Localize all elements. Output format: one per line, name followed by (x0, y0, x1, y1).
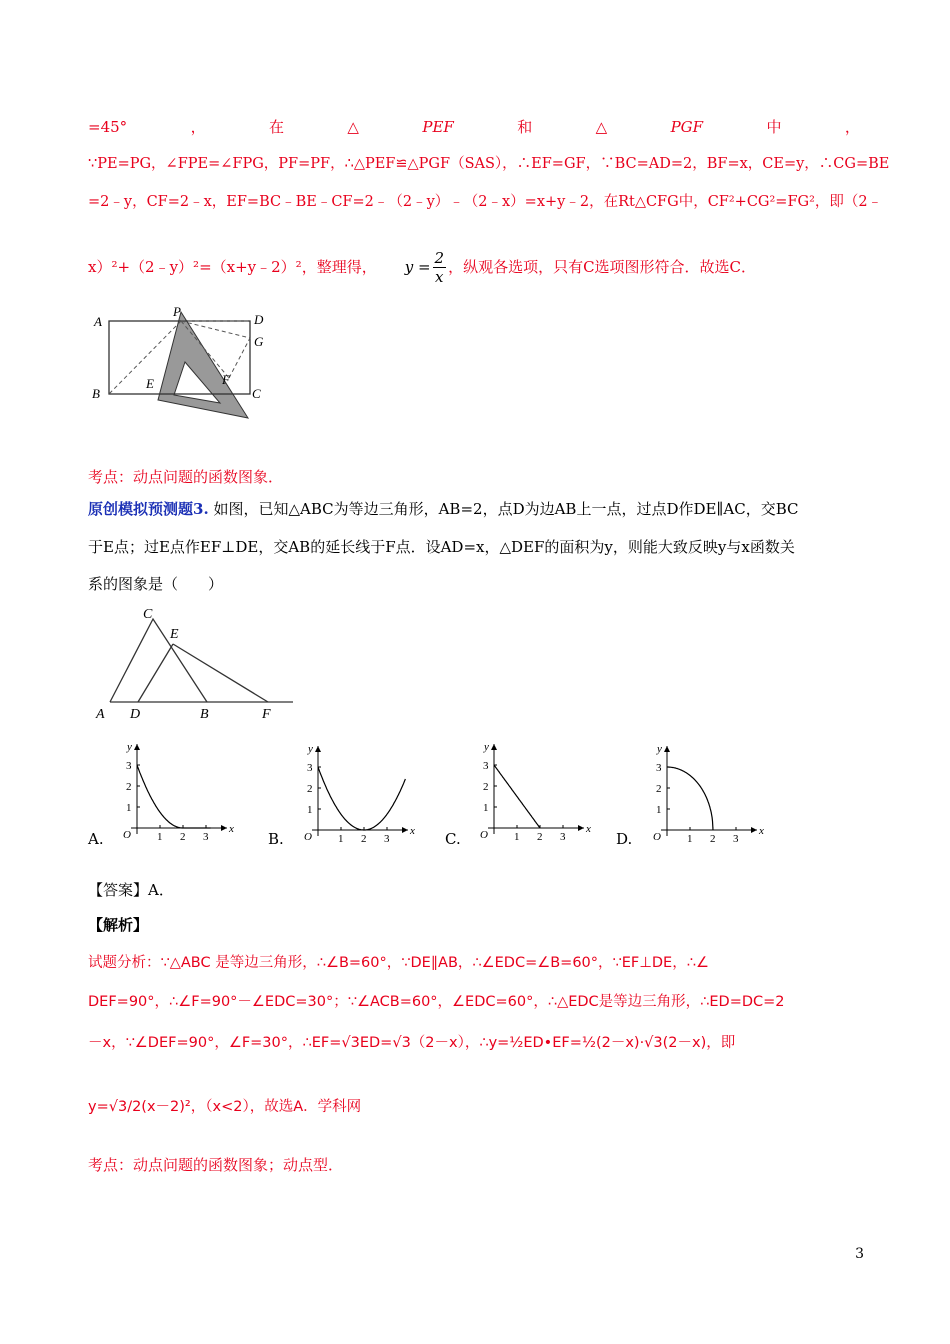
function-curve-concave-down-arc (667, 767, 713, 830)
y-axis-label: y (657, 743, 662, 755)
x-tick-label: 2 (180, 831, 186, 843)
y-tick-label: 2 (307, 783, 313, 795)
label-P: P (173, 304, 181, 319)
label-G: G (254, 334, 264, 349)
problem-3-line-3: 系的图象是（ ） (88, 575, 224, 593)
formula-y: y = (404, 258, 431, 276)
origin-label: O (480, 829, 488, 841)
y-tick-label: 1 (656, 804, 662, 816)
rectangle-triangle-figure (88, 300, 288, 422)
y-tick-label: 1 (483, 802, 489, 814)
function-curve-straight-line (494, 765, 540, 827)
option-c-label[interactable]: C. (445, 830, 461, 848)
text-segment: 中 (766, 118, 782, 136)
y-tick-label: 3 (656, 762, 662, 774)
x-axis-arrow (578, 825, 584, 831)
label-C: C (143, 607, 153, 622)
y-tick-label: 3 (126, 760, 132, 772)
text-segment: ， (844, 118, 860, 136)
label-F: F (262, 707, 271, 722)
x-tick-label: 3 (203, 831, 209, 843)
fraction-2-over-x (433, 249, 447, 286)
label-D: D (254, 312, 264, 327)
analysis-title: 【解析】 (88, 916, 149, 934)
text-segment: △ (347, 118, 359, 136)
y-axis-label: y (484, 741, 489, 753)
y-tick-label: 2 (126, 781, 132, 793)
origin-label: O (653, 831, 661, 843)
option-a-label[interactable]: A. (88, 830, 104, 848)
triangle-def-figure (88, 600, 298, 725)
solution-line-1 (88, 117, 860, 137)
problem-3-line-2: 于E点；过E点作EF⊥DE，交AB的延长线于F点．设AD=x，△DEF的面积为y，则能大致反映y与x函数关 (88, 538, 795, 556)
x-tick-label: 3 (733, 833, 739, 845)
y-axis-arrow (491, 744, 497, 750)
x-tick-label: 1 (157, 831, 163, 843)
x-tick-label: 3 (384, 833, 390, 845)
answer: 【答案】A． (88, 881, 174, 899)
y-tick-label: 1 (126, 802, 132, 814)
option-b-label[interactable]: B. (268, 830, 284, 848)
text-segment: ， (190, 118, 206, 136)
text-segment: x）²+（2﹣y）²=（x+y﹣2）²，整理得， (88, 258, 377, 276)
solution-line-4 (88, 245, 756, 289)
function-curve-decreasing-curve (137, 765, 211, 828)
text-segment: 如图，已知△ABC为等边三角形，AB=2，点D为边AB上一点，过点D作DE∥AC，交BC (213, 500, 799, 518)
label-A: A (94, 314, 102, 329)
option-d-graph[interactable] (645, 742, 765, 847)
text-segment: 和 (517, 118, 533, 136)
label-B: B (92, 386, 100, 401)
problem-title: 原创模拟预测题3. (88, 500, 209, 518)
kaodian-2: 考点：动点问题的函数图象；动点型． (88, 1156, 344, 1174)
origin-label: O (123, 829, 131, 841)
analysis-line-1: 试题分析：∵△ABC 是等边三角形，∴∠B=60°，∵DE∥AB，∴∠EDC=∠B=60°，∵EF⊥DE，∴∠ (88, 955, 709, 971)
option-d-label[interactable]: D. (616, 830, 633, 848)
x-axis-arrow (402, 827, 408, 833)
y-tick-label: 2 (483, 781, 489, 793)
origin-label: O (304, 831, 312, 843)
x-axis-label: x (229, 823, 234, 835)
text-segment: =45° (88, 118, 128, 136)
kaodian-1: 考点：动点问题的函数图象． (88, 468, 284, 486)
y-tick-label: 2 (656, 783, 662, 795)
y-axis-arrow (664, 746, 670, 752)
label-E: E (170, 627, 179, 642)
x-tick-label: 1 (687, 833, 693, 845)
x-tick-label: 1 (514, 831, 520, 843)
fraction-denominator: x (435, 267, 444, 286)
x-axis-arrow (221, 825, 227, 831)
solution-line-2: ∵PE=PG，∠FPE=∠FPG，PF=PF，∴△PEF≌△PGF（SAS），∴EF=GF，∵BC=AD=2，BF=x，CE=y，∴CG=BE (88, 156, 890, 172)
x-tick-label: 2 (537, 831, 543, 843)
label-A: A (96, 707, 105, 722)
page-number: 3 (855, 1246, 864, 1262)
problem-3-line-1 (88, 499, 798, 519)
y-tick-label: 1 (307, 804, 313, 816)
x-axis-label: x (586, 823, 591, 835)
analysis-line-3: －x，∵∠DEF=90°，∠F=30°，∴EF=√3ED=√3（2－x），∴y=½ED•EF=½(2－x)·√3(2－x)，即 (88, 1035, 736, 1051)
y-tick-label: 3 (483, 760, 489, 772)
x-tick-label: 2 (710, 833, 716, 845)
x-tick-label: 2 (361, 833, 367, 845)
x-tick-label: 3 (560, 831, 566, 843)
y-axis-label: y (127, 741, 132, 753)
text-segment: △ (595, 118, 608, 136)
x-tick-label: 1 (338, 833, 344, 845)
text-segment: PGF (670, 118, 704, 136)
option-b-graph[interactable] (296, 742, 416, 847)
analysis-line-2: DEF=90°，∴∠F=90°－∠EDC=30°；∵∠ACB=60°，∠EDC=60°，∴△EDC是等边三角形，∴ED=DC=2 (88, 994, 785, 1010)
y-axis-arrow (315, 746, 321, 752)
solution-line-3: =2﹣y，CF=2﹣x，EF=BC﹣BE﹣CF=2﹣（2﹣y）﹣（2﹣x）=x+y﹣2，在Rt△CFG中，CF²+CG²=FG²，即（2﹣ (88, 194, 883, 210)
text-segment: ，纵观各选项，只有C选项图形符合．故选C． (448, 258, 757, 276)
label-E: E (146, 376, 154, 391)
label-B: B (200, 707, 209, 722)
y-axis-arrow (134, 744, 140, 750)
label-F: F (222, 372, 230, 387)
analysis-line-4: y=√3/2(x－2)²，（x<2），故选A．学科网 (88, 1099, 362, 1115)
x-axis-arrow (751, 827, 757, 833)
y-tick-label: 3 (307, 762, 313, 774)
function-curve-parabola (318, 767, 405, 830)
fraction-numerator: 2 (434, 248, 445, 267)
text-segment: PEF (422, 118, 454, 136)
y-axis-label: y (308, 743, 313, 755)
text-segment: 在 (268, 118, 284, 136)
label-D: D (130, 707, 141, 722)
label-C: C (252, 386, 261, 401)
x-axis-label: x (410, 825, 415, 837)
x-axis-label: x (759, 825, 764, 837)
option-a-graph[interactable] (115, 740, 235, 845)
option-c-graph[interactable] (472, 740, 592, 845)
